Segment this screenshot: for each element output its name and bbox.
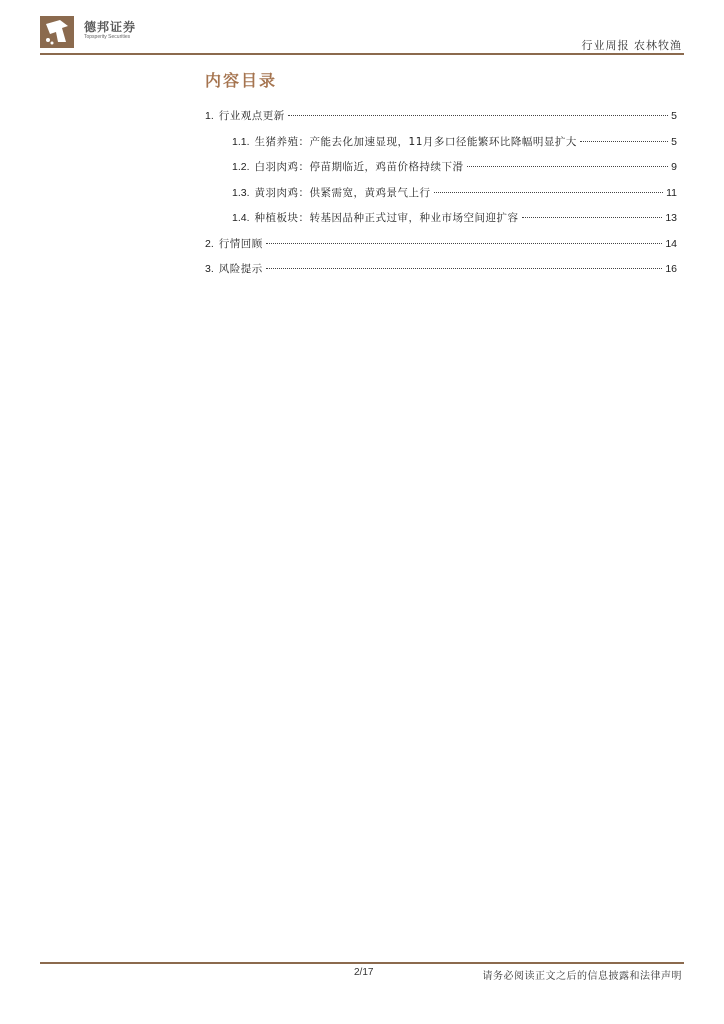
toc-entry-number: 3.	[205, 263, 214, 275]
toc-leader	[434, 192, 664, 193]
toc-entry-number: 1.1.	[232, 135, 250, 148]
toc-leader	[522, 217, 663, 218]
disclaimer-note: 请务必阅读正文之后的信息披露和法律声明	[482, 971, 682, 982]
toc-entry-page: 16	[665, 263, 677, 275]
toc-entry-title: 白羽肉鸡：停苗期临近，鸡苗价格持续下滑	[254, 161, 464, 173]
logo-english-name: Topsperity Securities	[84, 34, 131, 40]
footer-divider	[40, 962, 684, 964]
toc-entry-number: 1.	[205, 110, 214, 122]
toc-entry-page: 9	[671, 161, 677, 173]
report-category: 行业周报 农林牧渔	[581, 39, 682, 52]
toc-entry-title: 种植板块：转基因品种正式过审，种业市场空间迎扩容	[254, 212, 519, 224]
toc-entry[interactable]	[205, 236, 677, 262]
logo-chinese-name: 德邦证券	[84, 20, 137, 34]
toc-entry-title: 风险提示	[218, 263, 263, 275]
toc-entry-page: 11	[666, 186, 677, 199]
toc-entry[interactable]	[205, 134, 677, 160]
toc-leader	[266, 243, 663, 244]
toc-entry[interactable]	[205, 108, 677, 134]
toc-leader	[266, 268, 663, 269]
company-logo	[40, 16, 190, 50]
table-of-contents	[205, 108, 677, 287]
toc-entry-page: 14	[665, 237, 677, 250]
toc-entry[interactable]	[205, 210, 677, 236]
toc-entry[interactable]	[205, 185, 677, 211]
toc-entry-number: 1.3.	[232, 186, 250, 199]
page-number: 2/17	[354, 967, 374, 978]
toc-entry-number: 1.4.	[232, 212, 250, 224]
toc-entry-page: 13	[665, 212, 677, 224]
logo-icon	[40, 16, 74, 48]
toc-leader	[580, 141, 668, 142]
toc-entry-title: 行业观点更新	[218, 110, 285, 122]
toc-entry-title: 黄羽肉鸡：供紧需宽，黄鸡景气上行	[254, 186, 431, 199]
toc-entry[interactable]	[205, 261, 677, 287]
header-divider	[40, 53, 684, 55]
toc-title: 内容目录	[205, 71, 278, 90]
toc-entry[interactable]	[205, 159, 677, 185]
toc-entry-page: 5	[671, 135, 677, 148]
toc-entry-number: 1.2.	[232, 161, 250, 173]
toc-leader	[467, 166, 669, 167]
toc-entry-title: 行情回顾	[218, 237, 263, 250]
toc-entry-title: 生猪养殖：产能去化加速显现，11月多口径能繁环比降幅明显扩大	[254, 135, 577, 148]
toc-entry-page: 5	[671, 110, 677, 122]
toc-entry-number: 2.	[205, 237, 214, 250]
toc-leader	[288, 115, 668, 116]
